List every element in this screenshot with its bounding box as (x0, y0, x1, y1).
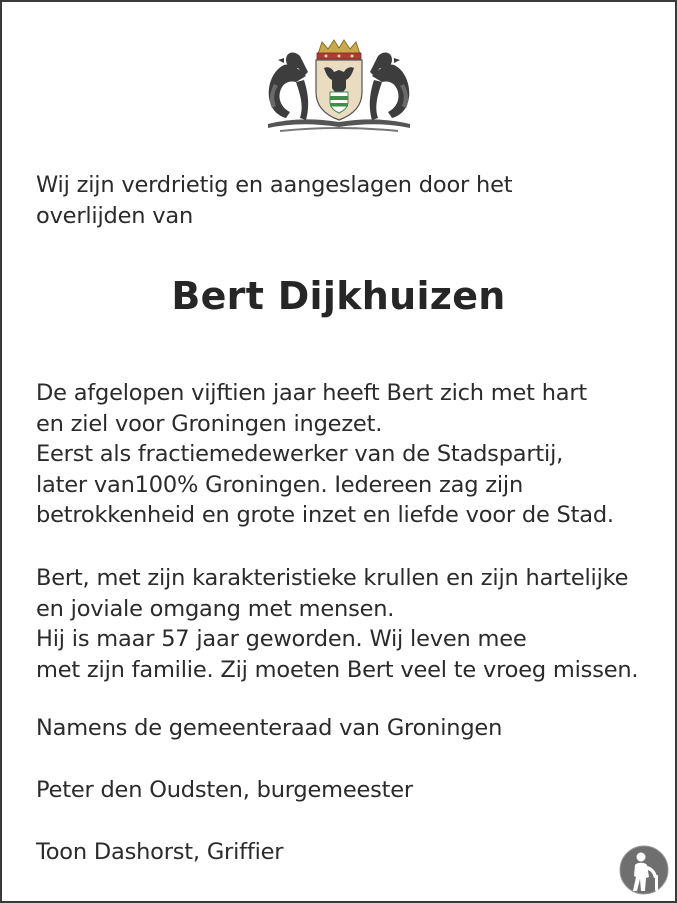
signatory-clerk: Toon Dashorst, Griffier (36, 839, 284, 865)
personal-paragraph: Bert, met zijn karakteristieke krullen en zijn hartelijke en joviale omgang met mensen. Hij is maar 57 jaar geworden. Wij leven mee met zijn familie. Zij moeten Bert veel te vroeg missen. (36, 565, 639, 683)
on-behalf-line: Namens de gemeenteraad van Groningen (36, 715, 503, 741)
intro-text: Wij zijn verdrietig en aangeslagen door het overlijden van (36, 172, 513, 229)
memorial-figure-icon (619, 845, 669, 895)
signatory-mayor: Peter den Oudsten, burgemeester (36, 777, 413, 803)
deceased-name: Bert Dijkhuizen (171, 274, 506, 318)
groningen-coat-of-arms (260, 36, 418, 136)
tribute-paragraph: De afgelopen vijftien jaar heeft Bert zich met hart en ziel voor Groningen ingezet. Eerst als fractiemedewerker van de Stadspartij, later van100% Groningen. Iedereen zag zijn betrokkenheid en grote inzet en liefde voor de Stad. (36, 380, 614, 528)
